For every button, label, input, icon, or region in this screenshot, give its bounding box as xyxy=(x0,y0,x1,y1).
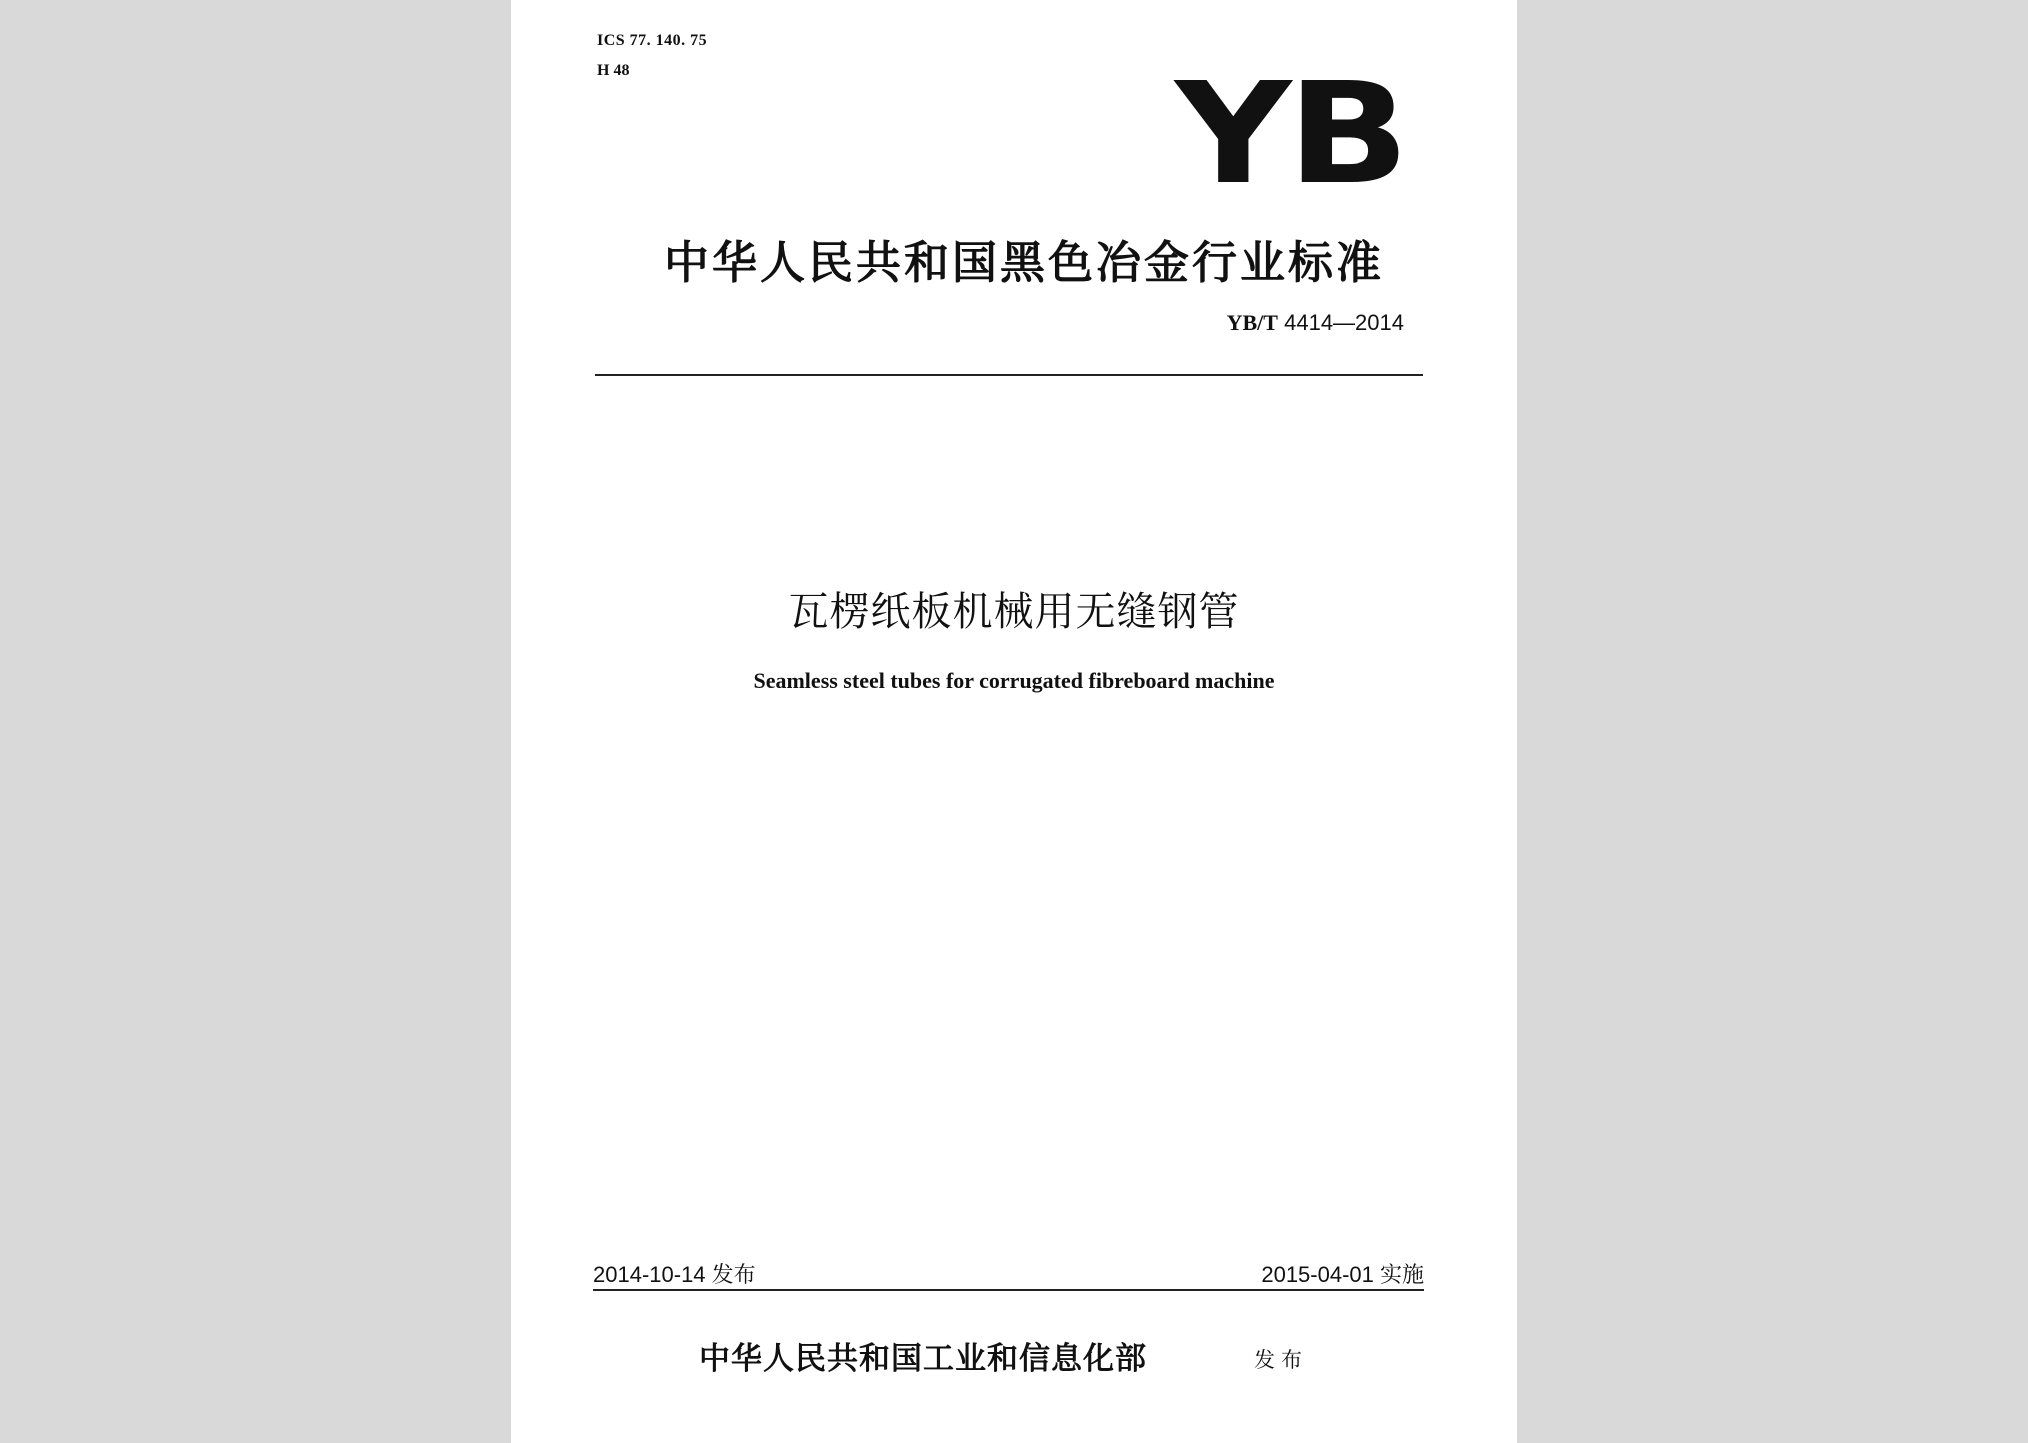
classification-code: H 48 xyxy=(597,62,630,79)
document-title-en: Seamless steel tubes for corrugated fibreboard machine xyxy=(753,668,1275,693)
standard-number-value: 4414—2014 xyxy=(1284,310,1404,335)
effective-date: 2015-04-01 实施 xyxy=(1261,1262,1424,1287)
document-title-cn: 瓦楞纸板机械用无缝钢管 xyxy=(788,589,1240,635)
document-page xyxy=(511,0,1517,1443)
footer-divider xyxy=(593,1289,1424,1291)
ics-code: ICS 77. 140. 75 xyxy=(597,32,708,49)
standard-title: 中华人民共和国黑色冶金行业标准 xyxy=(663,236,1384,289)
publish-label: 发布 xyxy=(1254,1348,1308,1372)
issuer: 中华人民共和国工业和信息化部 xyxy=(699,1341,1147,1377)
yb-logo: YB xyxy=(1175,53,1406,216)
header-divider xyxy=(595,374,1423,376)
standard-number xyxy=(1227,310,1404,336)
standard-number-prefix: YB/T xyxy=(1226,310,1278,335)
issue-date: 2014-10-14 发布 xyxy=(593,1262,756,1287)
